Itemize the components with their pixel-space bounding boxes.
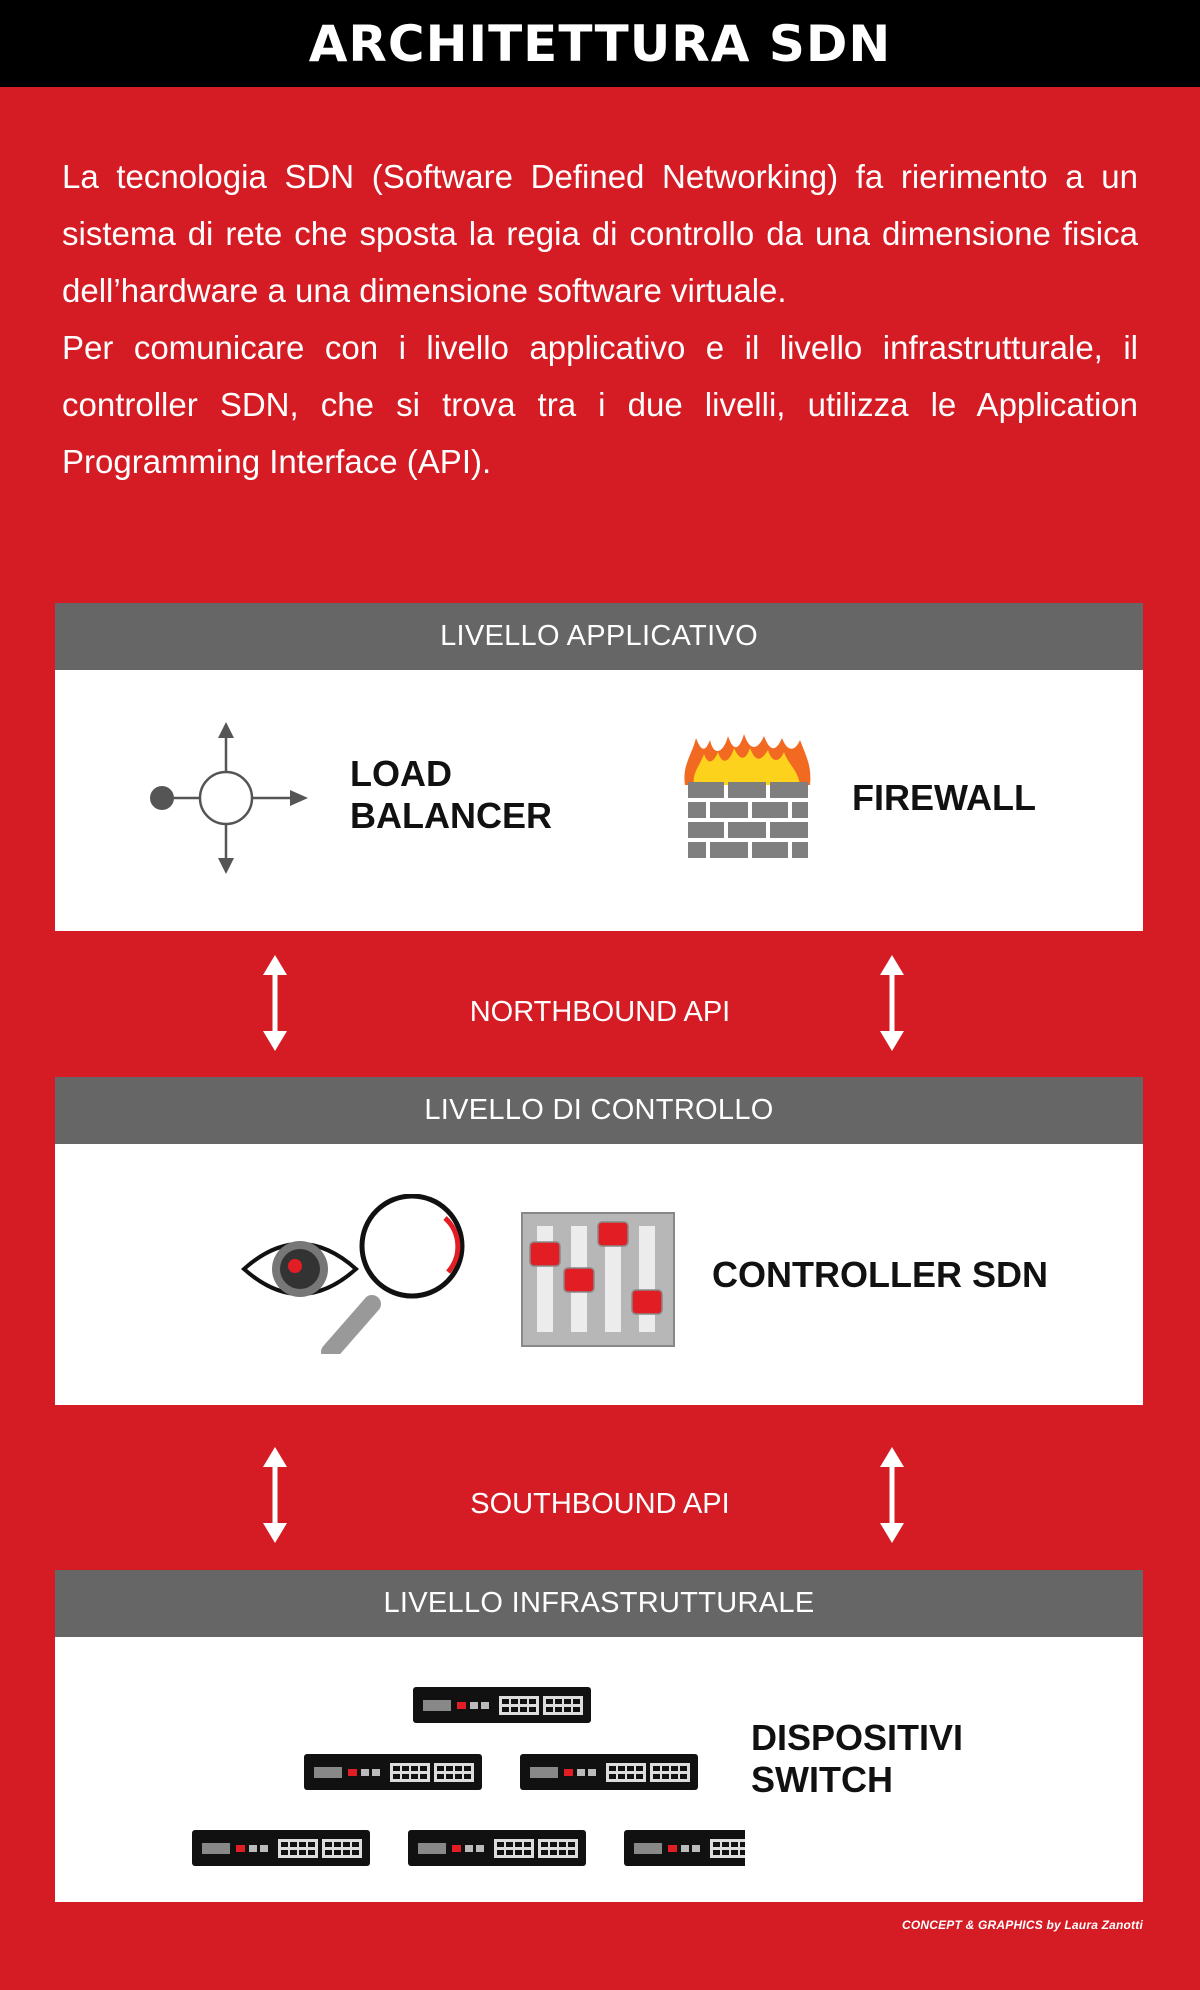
controller-sdn-label: CONTROLLER SDN	[712, 1254, 1048, 1295]
firewall-icon	[680, 730, 815, 860]
controller-sliders-icon	[521, 1212, 675, 1347]
intro-text	[62, 148, 1138, 490]
monitoring-eye-icon	[240, 1194, 500, 1354]
page-title: ARCHITETTURA SDN	[308, 14, 892, 73]
credit: CONCEPT & GRAPHICS by Laura Zanotti	[901, 1918, 1143, 1932]
infrastructure-layer-header: LIVELLO INFRASTRUTTURALE	[55, 1570, 1143, 1637]
intro-paragraph-1: La tecnologia SDN (Software Defined Networking) fa rierimento a un sistema di rete che sposta la regia di controllo da una dimensione fisica dell’hardware a una dimensione software virtuale.	[62, 158, 1138, 309]
title-bar	[0, 0, 1200, 87]
northbound-api-label: NORTHBOUND API	[469, 996, 731, 1028]
southbound-api-label: SOUTHBOUND API	[470, 1488, 730, 1520]
control-layer-panel	[55, 1144, 1143, 1405]
application-layer-header: LIVELLO APPLICATIVO	[55, 603, 1143, 670]
intro-paragraph-2: Per comunicare con i livello applicativo e il livello infrastrutturale, il controller SDN, che si trova tra i due livelli, utilizza le Application Programming Interface (API).	[62, 329, 1138, 480]
control-layer-header: LIVELLO DI CONTROLLO	[55, 1077, 1143, 1144]
application-layer-panel	[55, 670, 1143, 931]
infrastructure-layer-panel	[55, 1637, 1143, 1902]
load-balancer-label: LOAD BALANCER	[350, 753, 552, 836]
switch-devices-label: DISPOSITIVI SWITCH	[751, 1717, 964, 1800]
firewall-label: FIREWALL	[852, 777, 1036, 818]
switch-devices-icon	[185, 1687, 745, 1877]
load-balancer-icon	[140, 718, 320, 878]
